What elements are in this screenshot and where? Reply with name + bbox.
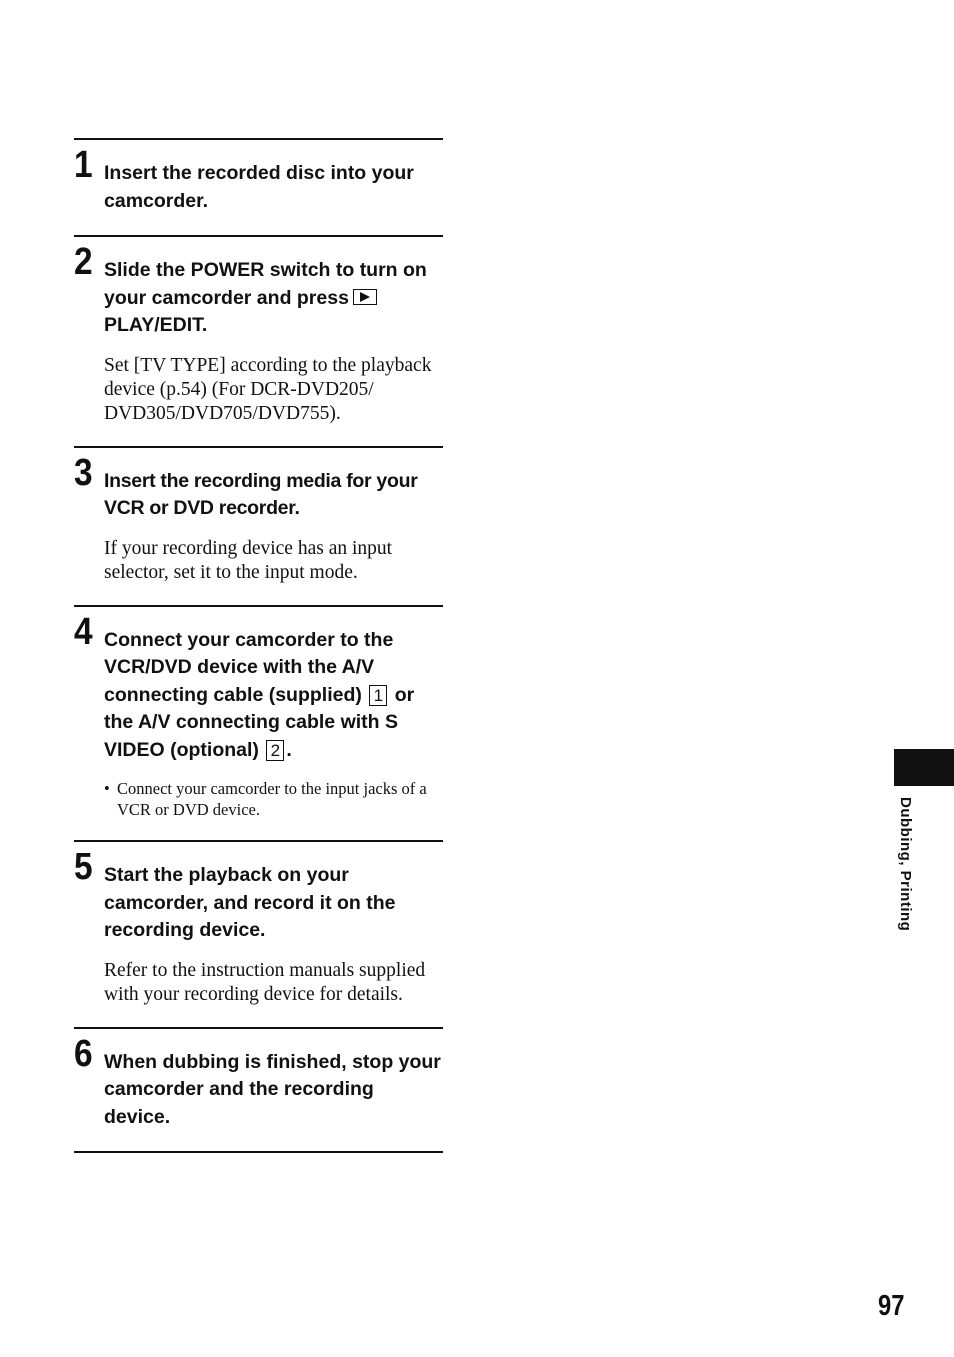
step-number: 5 bbox=[74, 846, 93, 888]
step-number: 2 bbox=[74, 241, 93, 283]
step-heading: Insert the recording media for your VCR or DVD recorder. bbox=[104, 469, 418, 519]
bullet-text: Connect your camcorder to the input jacks of a VCR or DVD device. bbox=[117, 779, 427, 819]
step-bullet bbox=[104, 778, 443, 820]
steps-column bbox=[74, 138, 443, 1153]
step-body: Refer to the instruction manuals supplied with your recording device for details. bbox=[104, 959, 426, 1005]
step-2 bbox=[74, 235, 443, 446]
step-heading-part: . bbox=[286, 738, 292, 761]
step-heading: Insert the recorded disc into your camcorder. bbox=[104, 162, 414, 212]
step-1 bbox=[74, 138, 443, 235]
step-3 bbox=[74, 446, 443, 605]
step-number: 3 bbox=[74, 451, 93, 494]
step-heading-part: PLAY/EDIT. bbox=[104, 314, 208, 336]
step-number: 6 bbox=[74, 1032, 93, 1075]
step-4 bbox=[74, 605, 443, 841]
bullet-dot-icon: • bbox=[104, 779, 110, 798]
step-heading bbox=[104, 627, 443, 765]
step-body: If your recording device has an input selector, set it to the input mode. bbox=[104, 537, 393, 583]
step-number: 4 bbox=[74, 610, 93, 653]
step-5 bbox=[74, 840, 443, 1027]
page-number: 97 bbox=[878, 1290, 905, 1322]
section-tab-marker bbox=[894, 749, 954, 786]
callout-number-2: 2 bbox=[266, 740, 284, 761]
step-6 bbox=[74, 1027, 443, 1154]
step-heading bbox=[104, 257, 443, 340]
callout-number-1: 1 bbox=[369, 685, 387, 706]
step-heading-part: Connect your camcorder to the VCR/DVD device with the A/V connecting cable (supplied) bbox=[104, 628, 394, 706]
step-heading-part: or the A/V connecting cable with S VIDEO (optional) bbox=[104, 683, 415, 761]
step-body: Set [TV TYPE] according to the playback device (p.54) (For DCR-DVD205/ DVD305/DVD705/DVD755). bbox=[104, 354, 432, 424]
step-heading: Start the playback on your camcorder, and record it on the recording device. bbox=[104, 864, 396, 941]
step-heading-part: Slide the POWER switch to turn on your camcorder and press bbox=[104, 259, 427, 309]
step-number: 1 bbox=[74, 144, 93, 186]
play-icon bbox=[353, 289, 377, 305]
section-label: Dubbing, Printing bbox=[897, 797, 914, 932]
step-heading: When dubbing is finished, stop your camcorder and the recording device. bbox=[104, 1050, 441, 1128]
